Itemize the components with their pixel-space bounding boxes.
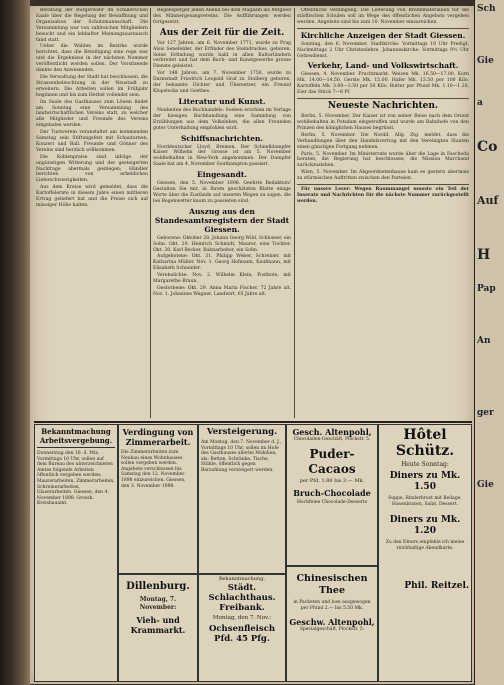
ad-price: per Pfd. 1.80 bis 3.— Mk. (299, 477, 365, 484)
news-paragraph: Regensperger jeden Abend bei dem Magazin als Mitglied des Männergesangvereins. Die Aufführungen werden fortgesetzt. (153, 8, 291, 25)
ad-title: Versteigerung. (206, 427, 278, 437)
news-paragraph: Öffentliche Verdingung. Die Lieferung von Brennmaterialien für die städtischen Schulen soll im Wege des öffentlichen Angebots vergeben werden. Angebote sind bis zum 10. November einzureichen. (297, 8, 469, 25)
column-rule (294, 8, 295, 418)
ad-title: Gesch. Altenpohl, (292, 427, 372, 437)
ad-hotel-schuetz (378, 424, 472, 682)
news-paragraph: Giessen, 4. November. Fruchtmarkt. Weizen Mk. 16.50—17.00, Korn Mk. 14.00—14.50, Gerste Mk. 15.00, Hafer Mk. 13.50 per 100 Kilo. Kartoffeln Mk. 3.00—3.50 per 50 Kilo. Butter per Pfund Mk. 1.10—1.20, Eier das Stück 7—8 Pf. (297, 72, 469, 96)
bleed-word: Gie (477, 56, 494, 66)
news-paragraph: Gestorbene: Okt. 29. Anna Maria Fischer, 72 Jahre alt. Nov. 1. Johannes Wagner, Landwirt, 65 Jahre alt. (153, 286, 291, 297)
ad-line: Hochfeine Chocolade-Desserts (296, 500, 368, 506)
divider (297, 98, 469, 99)
news-paragraph: Verehelichte: Nov. 2. Wilhelm Klein, Postbote, mit Margarethe Braun. (153, 273, 291, 285)
ad-subtitle: Chocoladen-Geschäft, Plockstr. 5. (293, 437, 371, 442)
ad-headline: Freibank. (219, 602, 265, 613)
ad-versteigerung (198, 424, 286, 574)
bleed-word: H (477, 247, 491, 263)
ad-body: Die Zimmerarbeiten zum Neubau eines Wohnhauses sollen vergeben werden. Angebote verschlossen bis Samstag den 12. November 1898 einzureichen. Giessen, den 3. November 1898. (121, 450, 186, 489)
ad-schlachthaus (198, 574, 286, 682)
bleed-word: ger (477, 408, 494, 418)
divider (297, 184, 469, 185)
section-heading: Literatur und Kunst. (178, 96, 266, 106)
ad-arbeitsvergebung (34, 424, 118, 682)
section-heading: Verkehr, Land- und Volkswirtschaft. (307, 61, 459, 71)
column-3 (297, 8, 469, 426)
ad-headline: Vieh- und Krammarkt. (130, 615, 186, 635)
news-paragraph: Paris, 5. November. Im Ministerrate wurde über die Lage in Faschoda beraten; die Regierung hat beschlossen, die Mission Marchand zurückzuziehen. (297, 151, 469, 169)
section-heading: Auszug aus den Standesamtsregistern der Stadt Giessen. (154, 206, 290, 234)
ad-title: Dillenburg. (126, 581, 190, 592)
ad-zimmerarbeit (118, 424, 198, 574)
news-paragraph: Aus dem Kreise wird gemeldet, dass die Kartoffelernte in diesem Jahre einen mittleren Ertrag geliefert hat und die Preise sich auf mässiger Höhe halten. (36, 185, 148, 208)
news-paragraph: Geborene: Oktober 28. Johann Georg Wild, Schlosser, ein Sohn. Okt. 29. Heinrich Schmidt, Maurer, eine Tochter. Okt. 30. Karl Becker, Bahnarbeiter, ein Sohn. (153, 235, 291, 253)
ad-signature: Phil. Reitzel. (404, 581, 469, 592)
bleed-word: Pap (477, 284, 496, 294)
news-paragraph: Die Kohlenpreise sind infolge der ungünstigen Witterung und der gesteigerten Nachfrage abermals gestiegen; Händler berichten von erheblichen Lieferschwierigkeiten. (36, 154, 148, 184)
ad-date: Montag, den 7. Nov.: (212, 614, 272, 621)
book-binding (0, 0, 30, 685)
column-rule (150, 8, 151, 418)
column-2 (153, 8, 291, 426)
ad-altenpohl-cacao (286, 424, 378, 566)
bleed-word: a (477, 98, 483, 108)
bleed-word: Auf (477, 194, 499, 207)
ad-body: Donnerstag den 10. d. Mts. Vormittags 10 Uhr, sollen auf dem Bureau des unterzeichneten Amtes folgende Arbeiten öffentlich vergeben werden: Maurerarbeiten, Zimmerarbeiten, Schreinerarbeiten, Glaserarbeiten. Giessen, den 4. November 1898. Grossh. Kreisbauamt. (37, 451, 115, 507)
news-paragraph: Giessen, den 5. November 1898. Geehrte Redaktion! Gestatten Sie mir, in Ihrem geschätzten Blatte einige Worte über die Zustände auf unseren Wegen zu sagen, die bei Regenwetter kaum zu passieren sind. (153, 181, 291, 204)
ad-title: Verdingung von Zimmerarbeit. (122, 427, 194, 447)
ad-headline: Diners zu Mk. 1.50 (389, 471, 461, 492)
section-heading: Eingesandt. (197, 170, 247, 180)
ad-dillenburg-market (118, 574, 198, 682)
news-paragraph: Im Saale des Gasthauses zum Löwen findet am Sonntag eine Versammlung des landwirtschaftlichen Vereins statt, zu welcher alle Mitglieder und Freunde des Vereins eingeladen werden. (36, 99, 148, 129)
ad-menu: Suppe, Rinderbrust mit Beilage, Hasenbraten, Salat, Dessert. (388, 496, 462, 507)
news-paragraph: Berlin, 5. November. Die Nordd. Allg. Ztg. meldet, dass die Verhandlungen über den Handelsvertrag mit den Vereinigten Staaten einen günstigen Fortgang nehmen. (297, 132, 469, 150)
bleed-word: Sch (477, 4, 496, 14)
ad-headline: Ochsenfleisch Pfd. 45 Pfg. (208, 623, 276, 644)
ad-altenpohl-tea (286, 566, 378, 682)
adjacent-page-strip (474, 0, 504, 685)
divider (297, 28, 469, 29)
ad-date: Montag, 7. November: (139, 596, 177, 611)
ad-title: Geschw. Altenpohl, (289, 617, 375, 628)
bleed-word: Gie (477, 480, 494, 490)
ad-body: in Packeten und lose ausgewogen per Pfund 2.— bis 5.50 Mk. (293, 600, 371, 611)
editor-note: Für unsere Leser: Wegen Raummangel musste ein Teil der Inserate und Nachrichten für die nächste Nummer zurückgestellt werden. (297, 187, 469, 204)
news-paragraph: Aufgebotene: Okt. 31. Philipp Weber, Schreiner, mit Katharina Müller. Nov. 1. Georg Hofmann, Kaufmann, mit Elisabeth Schneider. (153, 254, 291, 272)
news-paragraph: Neuheiten des Buchhandels: Soeben erschien im Verlage der hiesigen Buchhandlung eine Sammlung von Erzählungen aus dem Volksleben, die allen Freunden guter Unterhaltung empfohlen wird. (153, 107, 291, 131)
ad-headline: Städt. Schlachthaus. (208, 582, 276, 603)
ad-menu: Zu den Diners empfehle ich meine reichhaltige Abendkarte. (385, 540, 465, 551)
section-heading: Aus der Zeit für die Zeit. (159, 27, 285, 38)
news-paragraph: Vor 127 Jahren, am 6. November 1771, wurde zu Prag Alois Senefelder, der Erfinder des Steindruckes, geboren. Seine Erfindung wurde bald in allen Kulturländern verbreitet und hat dem Buch- und Kunstgewerbe grosse Dienste geleistet. (153, 40, 291, 70)
news-paragraph: Norddeutscher Lloyd, Bremen. Der Schnelldampfer Kaiser Wilhelm der Grosse ist am 5. November wohlbehalten in New-York angekommen. Der Dampfer Saale hat am 4. November Southampton passiert. (153, 144, 291, 168)
ad-body: Am Montag, den 7. November d. J., Vormittags 10 Uhr, sollen im Hofe des Gasthauses allerlei Mobilien, als: Betten, Schränke, Tische, Stühle, öffentlich gegen Barzahlung versteigert werden. (201, 440, 282, 473)
news-paragraph: Die Verwaltung der Stadt hat beschlossen, die Strassenbeleuchtung in der Neustadt zu erweitern. Die Arbeiten sollen im Frühjahr beginnen und bis zum Herbst vollendet sein. (36, 74, 148, 98)
ad-headline: Bruch-Chocolade (293, 488, 371, 499)
top-rule (30, 4, 474, 6)
news-paragraph: Sonntag, den 6. November. Stadtkirche: Vormittags 10 Uhr Predigt, Nachmittags 2 Uhr Christenlehre. Johanneskirche: Vormittags 9½ Uhr Gottesdienst. (297, 41, 469, 59)
ad-title: Hôtel Schütz. (395, 427, 455, 459)
section-heading: Kirchliche Anzeigen der Stadt Giessen. (300, 30, 466, 40)
ad-title: Bekanntmachung Arbeitsvergebung. (37, 427, 115, 448)
ad-headline: Diners zu Mk. 1.20 (389, 515, 461, 537)
news-paragraph: Der Turnverein veranstaltet am kommenden Samstag sein Stiftungsfest mit Schauturnen, Konzert und Ball. Freunde und Gönner des Vereins sind herzlich willkommen. (36, 130, 148, 153)
news-paragraph: Ueber die Wahlen im Bezirke wurde berichtet, dass die Beteiligung eine rege war und die Ergebnisse in der nächsten Nummer veröffentlicht werden sollen. Der Vorsitzende dankte den Anwesenden. (36, 44, 148, 74)
column-1 (36, 8, 148, 426)
news-paragraph: Vor 148 Jahren, am 7. November 1750, wurde zu Darmstadt Friedrich Leopold Graf zu Stolberg geboren, der bekannte Dichter und Übersetzer, ein Freund Klopstocks und Goethes. (153, 71, 291, 94)
ads-top-rule (34, 421, 472, 423)
news-paragraph: Berlin, 5. November. Der Kaiser ist von seiner Reise nach dem Orient wohlbehalten in Potsdam eingetroffen und wurde am Bahnhofe von den Prinzen des königlichen Hauses begrüsst. (297, 114, 469, 131)
ad-headline: Chinesischen Thee (296, 573, 368, 596)
section-heading: Schiffsnachrichten. (180, 133, 264, 143)
ad-line: Heute Sonntag: (401, 461, 449, 468)
ad-subtitle: Specialgeschäft, Plockstr. 5. (299, 627, 365, 633)
news-paragraph: Beratung der Bürgerwehr im Schillerschen Saale über die Regelung der Bewaffnung und Organisation der Schutzmannschaft. Die Versammlung war von zahlreichen Mitgliedern besucht und ein lebhafter Meinungsaustausch fand statt. (36, 8, 148, 43)
bleed-word: Co (477, 139, 498, 155)
news-paragraph: Wien, 5. November. Im Abgeordnetenhause kam es gestern abermals zu stürmischen Auftritten zwischen den Parteien. (297, 170, 469, 182)
section-heading: Neueste Nachrichten. (327, 101, 439, 112)
bleed-word: An (477, 336, 491, 346)
ad-label: Bekanntmachung. (218, 576, 266, 582)
ad-headline: Puder-Cacaos (308, 446, 356, 476)
